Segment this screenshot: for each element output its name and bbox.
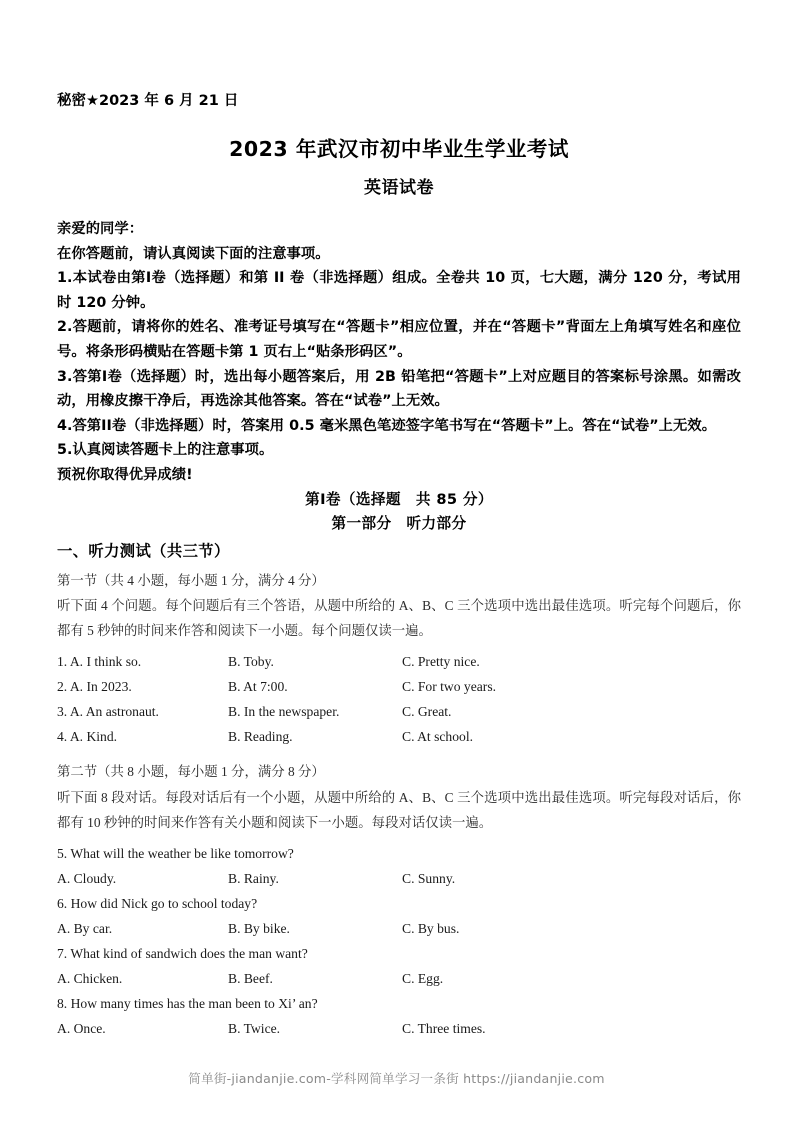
question-5-option-b[interactable]: B. Rainy.: [228, 871, 279, 887]
question-4-option-c[interactable]: C. At school.: [402, 729, 473, 745]
question-4-option-a[interactable]: 4. A. Kind.: [57, 729, 118, 745]
question-3-option-b[interactable]: B. In the newspaper.: [228, 704, 340, 720]
question-8-option-a[interactable]: A. Once.: [57, 1021, 106, 1037]
question-row-1: [57, 649, 741, 674]
question-4-option-b[interactable]: B. Reading.: [228, 729, 293, 745]
question-5-options: [57, 866, 741, 891]
notice-item-4: 4.答第II卷（非选择题）时，答案用 0.5 毫米黑色笔迹签字笔书写在“答题卡”上。答在“试卷”上无效。: [57, 417, 717, 434]
page-title: 2023 年武汉市初中毕业生学业考试: [229, 136, 569, 161]
question-6-stem: 6. How did Nick go to school today?: [57, 896, 258, 912]
notice-item-3: 3.答第I卷（选择题）时，选出每小题答案后，用 2B 铅笔把“答题卡”上对应题目的答案标号涂黑。如需改动，用橡皮擦干净后，再选涂其他答案。答在“试卷”上无效。: [57, 368, 741, 410]
question-1-option-b[interactable]: B. Toby.: [228, 654, 274, 670]
section2-directions: 听下面 8 段对话。每段对话后有一个小题，从题中所给的 A、B、C 三个选项中选出最佳选项。听完每段对话后，你都有 10 秒钟的时间来作答有关小题和阅读下一小题。每段对话仅读一遍。: [57, 789, 741, 830]
notice-wish: 预祝你取得优异成绩!: [57, 466, 193, 483]
question-6-option-a[interactable]: A. By car.: [57, 921, 113, 937]
question-8-stem: 8. How many times has the man been to Xi’ an?: [57, 996, 318, 1012]
question-row-2: [57, 674, 741, 699]
footer-watermark: 简单街-jiandanjie.com-学科网简单学习一条街 https://jiandanjie.com: [188, 1071, 605, 1086]
question-6-option-b[interactable]: B. By bike.: [228, 921, 290, 937]
question-row-4: [57, 724, 741, 749]
notice-block: [57, 217, 741, 488]
question-3-option-a[interactable]: 3. A. An astronaut.: [57, 704, 159, 720]
question-2-option-b[interactable]: B. At 7:00.: [228, 679, 288, 695]
section1-directions: 听下面 4 个问题。每个问题后有三个答语，从题中所给的 A、B、C 三个选项中选出最佳选项。听完每个问题后，你都有 5 秒钟的时间来作答和阅读下一小题。每个问题仅读一遍。: [57, 598, 741, 639]
notice-intro: 在你答题前，请认真阅读下面的注意事项。: [57, 245, 330, 262]
question-8-option-c[interactable]: C. Three times.: [402, 1021, 486, 1037]
question-1-option-a[interactable]: 1. A. I think so.: [57, 654, 142, 670]
question-7-option-a[interactable]: A. Chicken.: [57, 971, 123, 987]
page-subtitle: 英语试卷: [364, 178, 434, 198]
question-6-option-c[interactable]: C. By bus.: [402, 921, 460, 937]
question-7-option-b[interactable]: B. Beef.: [228, 971, 273, 987]
question-2-option-a[interactable]: 2. A. In 2023.: [57, 679, 132, 695]
part-heading: 第I卷（选择题 共 85 分）: [305, 490, 493, 508]
section1-heading: 第一节（共 4 小题，每小题 1 分，满分 4 分）: [57, 572, 325, 588]
question-5-option-c[interactable]: C. Sunny.: [402, 871, 456, 887]
document-body: [57, 94, 741, 1041]
question-8-option-b[interactable]: B. Twice.: [228, 1021, 281, 1037]
question-5-option-a[interactable]: A. Cloudy.: [57, 871, 117, 887]
question-8-options: [57, 1016, 741, 1041]
question-1-option-c[interactable]: C. Pretty nice.: [402, 654, 480, 670]
question-2-option-c[interactable]: C. For two years.: [402, 679, 497, 695]
question-7-options: [57, 966, 741, 991]
listening-test-heading: 一、听力测试（共三节）: [57, 541, 230, 560]
notice-salutation: 亲爱的同学：: [57, 221, 144, 237]
section-heading: 第一部分 听力部分: [331, 515, 467, 533]
question-7-option-c[interactable]: C. Egg.: [402, 971, 444, 987]
question-row-3: [57, 699, 741, 724]
notice-item-1: 1.本试卷由第I卷（选择题）和第 II 卷（非选择题）组成。全卷共 10 页，七大题，满分 120 分，考试用时 120 分钟。: [57, 270, 741, 311]
section2-heading: 第二节（共 8 小题，每小题 1 分，满分 8 分）: [57, 764, 325, 780]
question-3-option-c[interactable]: C. Great.: [402, 704, 452, 720]
spacer: [57, 749, 741, 759]
question-6-options: [57, 916, 741, 941]
secret-date-line: 秘密★2023 年 6 月 21 日: [57, 93, 239, 109]
question-7-stem: 7. What kind of sandwich does the man want?: [57, 946, 308, 962]
notice-item-5: 5.认真阅读答题卡上的注意事项。: [57, 442, 274, 459]
question-5-stem: 5. What will the weather be like tomorrow?: [57, 846, 294, 862]
notice-item-2: 2.答题前，请将你的姓名、准考证号填写在“答题卡”相应位置，并在“答题卡”背面左上角填写姓名和座位号。将条形码横贴在答题卡第 1 页右上“贴条形码区”。: [57, 319, 741, 360]
